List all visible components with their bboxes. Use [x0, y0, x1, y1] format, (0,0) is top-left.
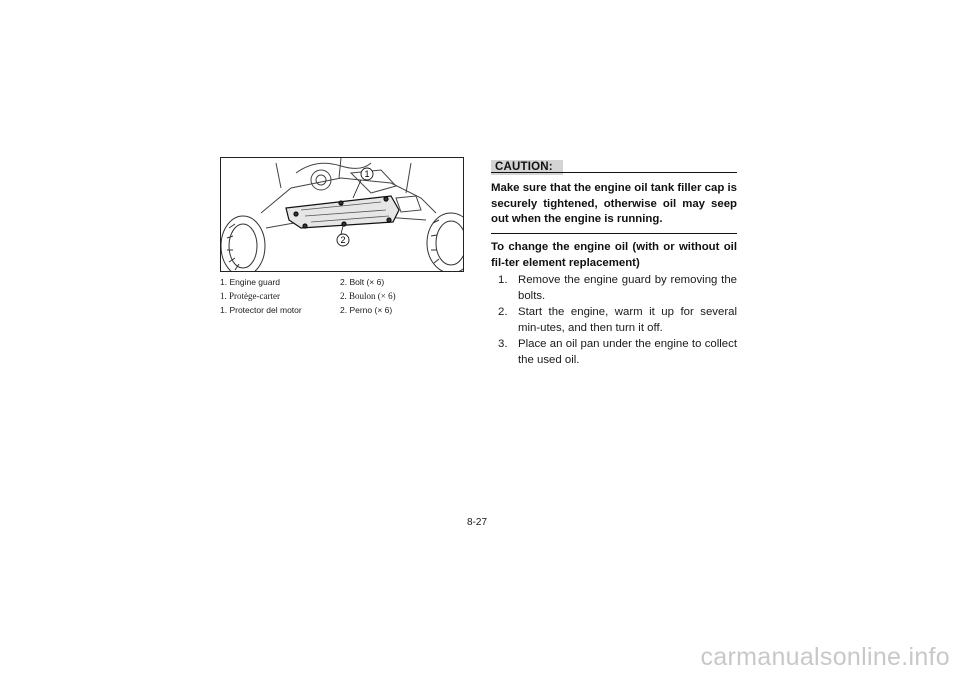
caution-bottom-rule: [491, 233, 737, 234]
caption-item-1: 1. Engine guard: [220, 277, 281, 287]
step-item: [491, 273, 737, 304]
watermark: carmanualsonline.info: [700, 643, 950, 671]
caution-label: CAUTION:: [491, 160, 563, 175]
step-text: Remove the engine guard by removing the bolts.: [518, 274, 737, 302]
procedure-steps: [491, 273, 737, 369]
page-number: 8-27: [467, 517, 488, 528]
engine-guard-illustration: [220, 157, 464, 272]
callout-2-label: 2: [340, 235, 346, 245]
engine-guard-drawing: [221, 158, 463, 271]
section-heading: To change the engine oil (with or without oil fil-ter element replacement): [491, 241, 737, 269]
caption-item-1: 1. Protège-carter: [220, 291, 280, 301]
step-number: 1.: [498, 274, 508, 286]
caption-item-2: 2. Boulon (× 6): [340, 291, 396, 301]
caption-item-2: 2. Perno (× 6): [340, 305, 393, 315]
step-text: Place an oil pan under the engine to collect the used oil.: [518, 338, 737, 366]
caution-text: Make sure that the engine oil tank filler cap is securely tightened, otherwise oil may seep out when the engine is running.: [491, 182, 737, 225]
caption-row-french: [220, 290, 470, 304]
step-text: Start the engine, warm it up for several min-utes, and then turn it off.: [518, 306, 737, 334]
caution-box: [491, 157, 737, 234]
callout-1-label: 1: [364, 169, 370, 179]
caption-row-english: [220, 276, 470, 290]
caption-row-spanish: [220, 304, 470, 318]
caption-item-2: 2. Bolt (× 6): [340, 277, 385, 287]
caution-top-rule: [491, 172, 737, 173]
figure-captions: [220, 276, 470, 318]
step-number: 2.: [498, 306, 508, 318]
caption-item-1: 1. Protector del motor: [220, 305, 302, 315]
step-item: [491, 337, 737, 368]
step-item: [491, 305, 737, 336]
step-number: 3.: [498, 338, 508, 350]
